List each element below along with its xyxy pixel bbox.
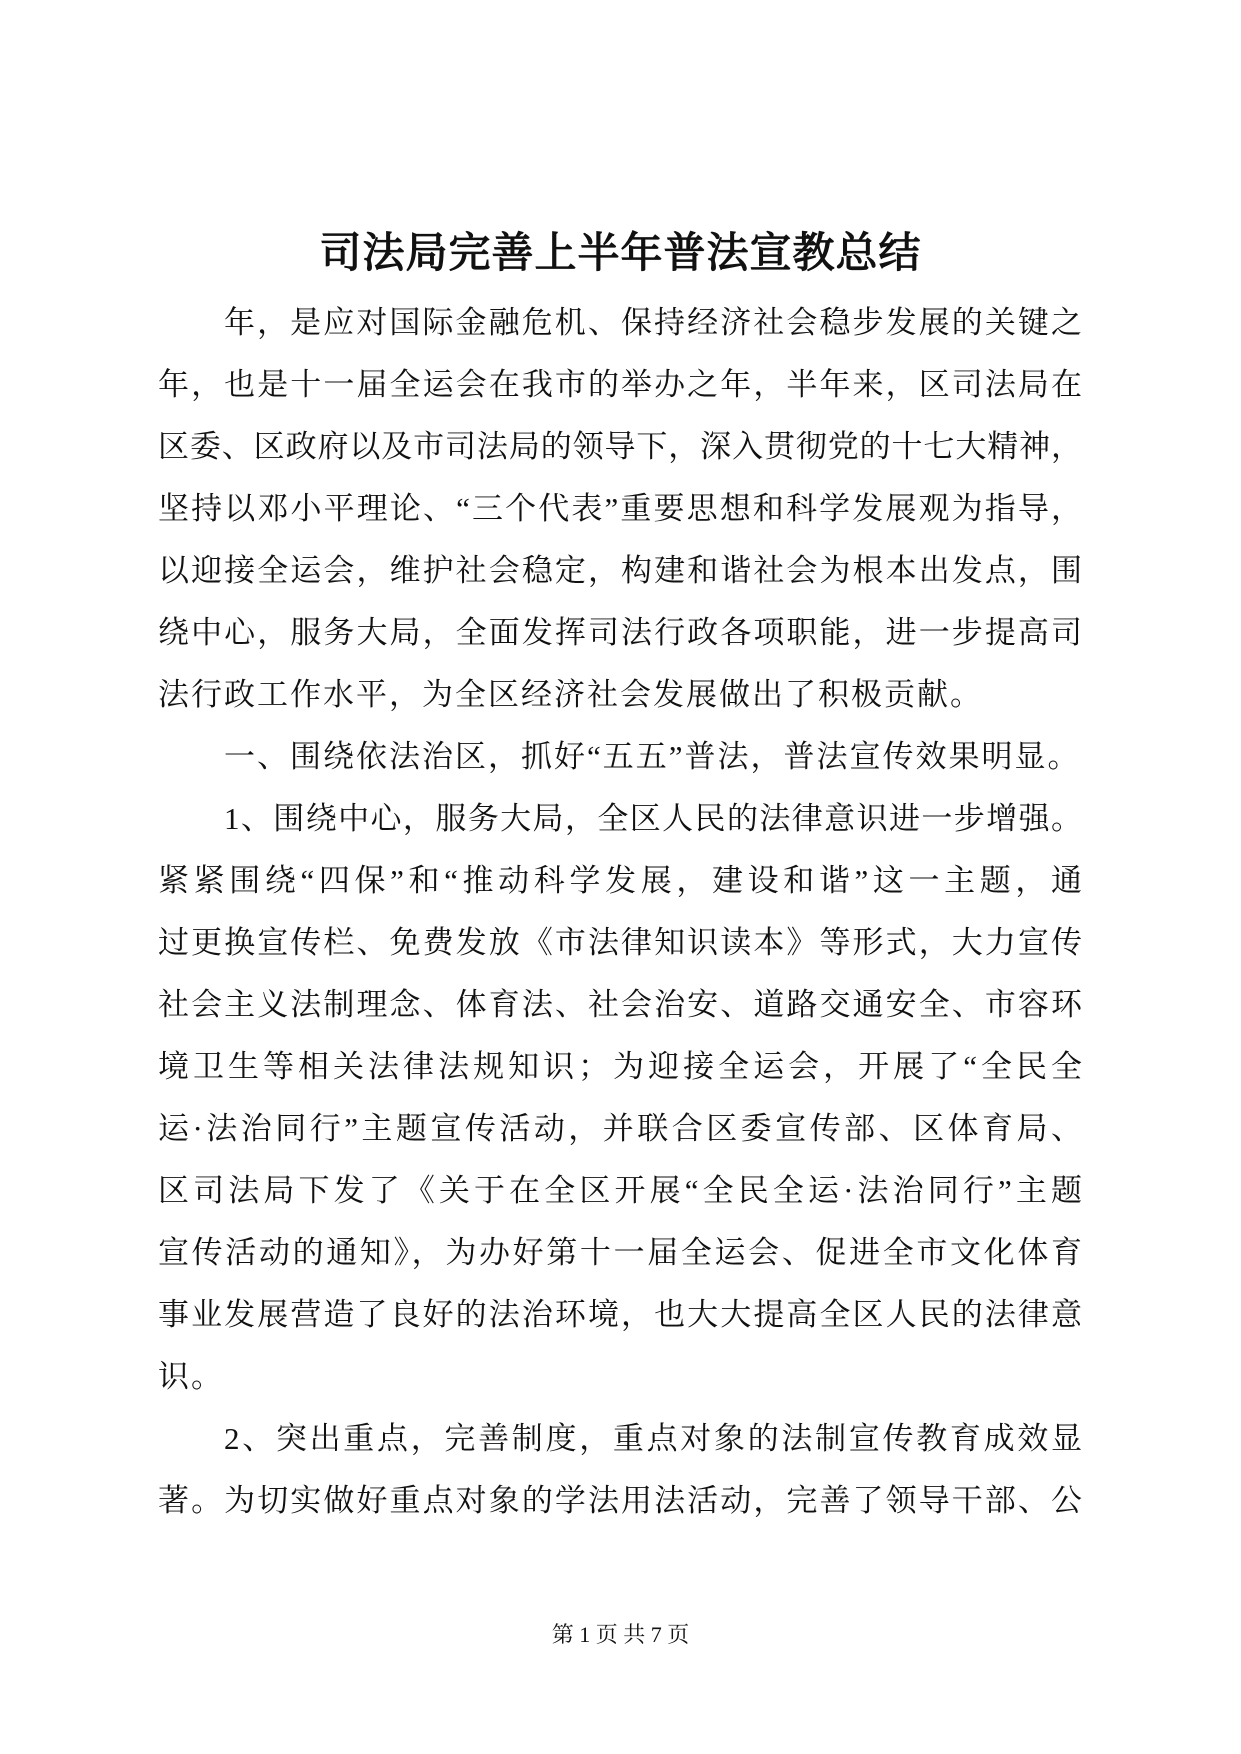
paragraph-line: 运·法治同行”主题宣传活动，并联合区委宣传部、区体育局、: [158, 1111, 1082, 1146]
paragraph-line: 坚持以邓小平理论、“三个代表”重要思想和科学发展观为指导，: [158, 491, 1083, 526]
paragraph-line: 2、突出重点，完善制度，重点对象的法制宣传教育成效显: [224, 1421, 1082, 1456]
paragraph-line: 年，是应对国际金融危机、保持经济社会稳步发展的关键之: [224, 305, 1082, 340]
paragraph-line: 以迎接全运会，维护社会稳定，构建和谐社会为根本出发点，围: [158, 553, 1082, 588]
paragraph-line: 区司法局下发了《关于在全区开展“全民全运·法治同行”主题: [158, 1173, 1082, 1208]
paragraph-line: 事业发展营造了良好的法治环境，也大大提高全区人民的法律意: [158, 1297, 1082, 1332]
paragraph-line: 宣传活动的通知》，为办好第十一届全运会、促进全市文化体育: [158, 1235, 1082, 1270]
paragraph-line: 著。为切实做好重点对象的学法用法活动，完善了领导干部、公: [158, 1483, 1082, 1518]
paragraph-line: 1、围绕中心，服务大局，全区人民的法律意识进一步增强。: [224, 801, 1082, 836]
document-body: [158, 292, 1082, 1532]
paragraph-line: 识。: [158, 1359, 224, 1394]
paragraph-line: 法行政工作水平，为全区经济社会发展做出了积极贡献。: [158, 677, 983, 712]
paragraph-line: 过更换宣传栏、免费发放《市法律知识读本》等形式，大力宣传: [158, 925, 1082, 960]
document-title: 司法局完善上半年普法宣教总结: [319, 228, 922, 277]
paragraph-line: 紧紧围绕“四保”和“推动科学发展，建设和谐”这一主题，通: [158, 863, 1082, 898]
paragraph-line: 年，也是十一届全运会在我市的举办之年，半年来，区司法局在: [158, 367, 1082, 402]
paragraph-line: 绕中心，服务大局，全面发挥司法行政各项职能，进一步提高司: [158, 615, 1082, 650]
paragraph-line: 境卫生等相关法律法规知识；为迎接全运会，开展了“全民全: [158, 1049, 1082, 1084]
section-heading: 一、围绕依法治区，抓好“五五”普法，普法宣传效果明显。: [224, 739, 1081, 774]
page-indicator: 第 1 页 共 7 页: [551, 1622, 690, 1647]
paragraph-line: 社会主义法制理念、体育法、社会治安、道路交通安全、市容环: [158, 987, 1082, 1022]
paragraph-line: 区委、区政府以及市司法局的领导下，深入贯彻党的十七大精神，: [158, 429, 1082, 464]
